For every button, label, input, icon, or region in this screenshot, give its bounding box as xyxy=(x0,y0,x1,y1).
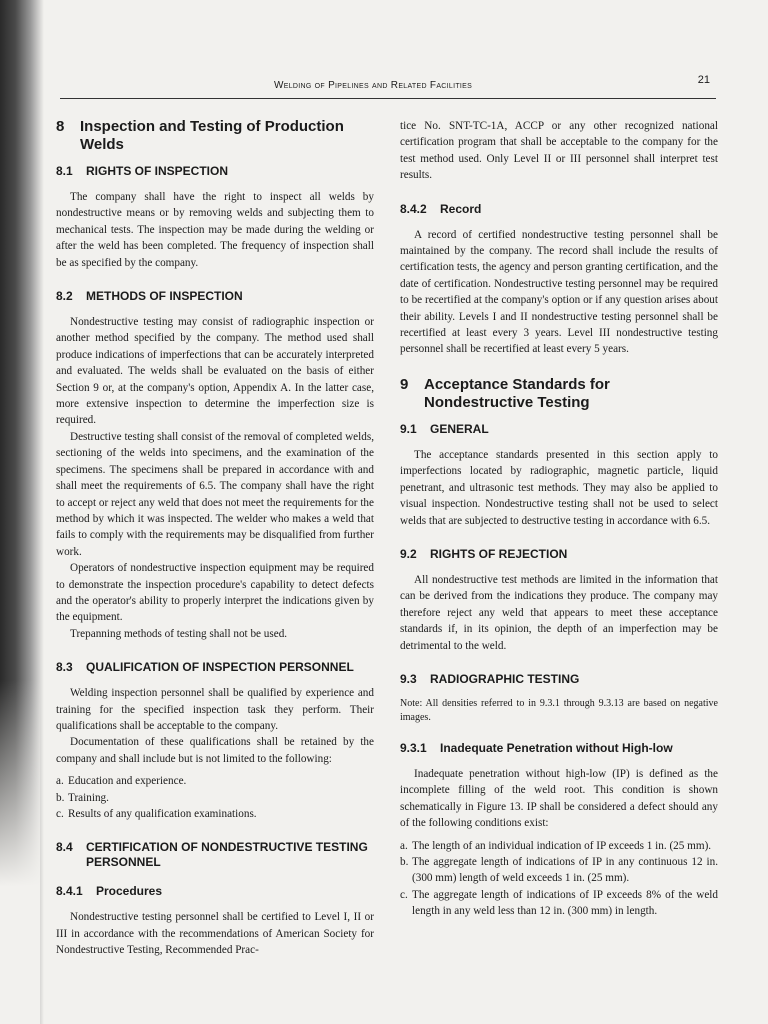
section-8-heading xyxy=(56,118,374,154)
subsection-title: RIGHTS OF REJECTION xyxy=(430,546,568,561)
section-number: 9 xyxy=(400,375,409,393)
paragraph: The acceptance standards presented in this section apply to imperfections located by radiographic, magnetic particle, liquid penetrant, and ultrasonic test methods. They may also be applied to visual inspection. Nondestructive testing shall not be used to select welds that are subjected to destructive testing in accordance with 6.5. xyxy=(400,448,718,527)
subsection-title: Record xyxy=(440,201,482,216)
qualification-list xyxy=(56,773,374,822)
paragraph: Welding inspection personnel shall be qualified by experience and training for the specified inspection task they perform. Their qualifications shall be acceptable to the company. xyxy=(56,687,374,732)
list-item: b. Training. xyxy=(56,791,109,804)
subsection-9-2-heading xyxy=(400,547,718,562)
subsection-title: RADIOGRAPHIC TESTING xyxy=(430,671,580,686)
subsection-8-4-heading xyxy=(56,840,374,870)
subsection-number: 8.4.1 xyxy=(56,884,83,899)
subsection-title: GENERAL xyxy=(430,421,489,436)
subsection-number: 9.3.1 xyxy=(400,740,427,755)
paragraph: Documentation of these qualifications shall be retained by the company and shall include but is not limited to the following: xyxy=(56,736,374,765)
subsection-9-1-heading xyxy=(400,422,718,437)
subsection-number: 8.4 xyxy=(56,840,73,855)
spine-fade xyxy=(0,680,40,1024)
subsection-9-3-1-heading xyxy=(400,741,718,756)
page-number: 21 xyxy=(697,74,710,86)
subsection-title: RIGHTS OF INSPECTION xyxy=(86,164,229,178)
right-column xyxy=(400,118,718,920)
paragraph: Nondestructive testing personnel shall be certified to Level I, II or III in accordance with the recommendations of American Society for Nondestructive Testing, Recommended Prac- xyxy=(56,911,374,957)
subsection-8-2-heading xyxy=(56,289,374,304)
paragraph: Nondestructive testing may consist of radiographic inspection or another method specified by the company. The method used shall produce indications of imperfections that can be accurately interpreted and evaluated. The welds shall be evaluated on the basis of either Section 9 or, at the company's option, Appendix A. In the latter case, more extensive inspection to determine the imperfection size is required. xyxy=(56,316,374,427)
left-column xyxy=(56,118,374,959)
subsection-title: Procedures xyxy=(96,884,163,899)
section-title: Acceptance Standards for Nondestructive Testing xyxy=(424,375,610,411)
header-rule xyxy=(60,98,716,99)
paragraph: Operators of nondestructive inspection equipment may be required to demonstrate the inspection procedure's capability to detect defects and the operator's ability to properly interpret the indications given by the equipment. xyxy=(56,562,374,624)
paragraph: Inadequate penetration without high-low (IP) is defined as the incomplete filling of the weld root. This condition is shown schematically in Figure 13. IP shall be considered a defect should any of the following conditions exist: xyxy=(400,767,718,830)
note: Note: All densities referred to in 9.3.1 through 9.3.13 are based on negative images. xyxy=(400,697,718,723)
subsection-title: Inadequate Penetration without High-low xyxy=(440,740,673,755)
subsection-number: 8.3 xyxy=(56,660,73,675)
subsection-number: 9.2 xyxy=(400,546,417,561)
section-9-heading xyxy=(400,376,718,412)
subsection-9-3-heading xyxy=(400,672,718,687)
subsection-8-4-1-heading xyxy=(56,884,374,899)
ip-conditions-list xyxy=(400,838,718,920)
list-item: a. The length of an individual indication of IP exceeds 1 in. (25 mm). xyxy=(400,839,712,852)
paragraph: The company shall have the right to inspect all welds by nondestructive means or by removing welds and subjecting them to mechanical tests. The inspection may be made during the welding or after the weld has been completed. The frequency of inspection shall be as specified by the company. xyxy=(56,191,374,269)
subsection-number: 9.1 xyxy=(400,421,417,436)
subsection-8-1-heading xyxy=(56,164,374,179)
subsection-number: 8.4.2 xyxy=(400,201,427,216)
paragraph-continued: tice No. SNT-TC-1A, ACCP or any other recognized national certification program that shall be acceptable to the company for the test method used. Only Level II or III personnel shall interpret test results. xyxy=(400,120,718,182)
subsection-number: 8.2 xyxy=(56,289,73,304)
paragraph: Destructive testing shall consist of the removal of completed welds, sectioning of the welds into specimens, and the examination of the specimens. The specimens shall be prepared in accordance with and shall meet the requirements of 6.5. The company shall have the right to accept or reject any weld that does not meet the requirements for the method by which it was inspected. The welder who makes a weld that fails to comply with the requirements may be disqualified from further work. xyxy=(56,430,374,558)
subsection-title: CERTIFICATION OF NONDESTRUCTIVE TESTING PERSONNEL xyxy=(86,840,368,870)
list-item: c. Results of any qualification examinations. xyxy=(56,808,257,820)
running-head: Welding of Pipelines and Related Facilities xyxy=(274,80,473,91)
paragraph: All nondestructive test methods are limited in the information that can be derived from the indications they produce. The company may therefore reject any weld that appears to meet these acceptance standards if, in its opinion, the depth of an imperfection may be detrimental to the weld. xyxy=(400,573,718,652)
subsection-8-3-heading xyxy=(56,660,374,675)
list-item: b. The aggregate length of indications of IP in any continuous 12 in. (300 mm) length of weld exceeds 1 in. (25 mm). xyxy=(400,855,718,885)
subsection-number: 9.3 xyxy=(400,671,417,686)
page-header xyxy=(60,74,716,96)
section-title: Inspection and Testing of Production Welds xyxy=(80,118,344,153)
subsection-8-4-2-heading xyxy=(400,202,718,217)
list-item: a. Education and experience. xyxy=(56,775,187,788)
paragraph: Trepanning methods of testing shall not be used. xyxy=(70,627,288,640)
subsection-title: METHODS OF INSPECTION xyxy=(86,289,243,304)
list-item: c. The aggregate length of indications of IP exceeds 8% of the weld length in any weld less than 12 in. (300 mm) in length. xyxy=(400,888,718,918)
subsection-title: QUALIFICATION OF INSPECTION PERSONNEL xyxy=(86,660,354,675)
section-number: 8 xyxy=(56,118,65,135)
subsection-number: 8.1 xyxy=(56,164,73,178)
paragraph: A record of certified nondestructive testing personnel shall be maintained by the company. The record shall include the results of certification tests, the agency and person granting certification, and the date of certification. Nondestructive testing personnel may be required to be recertified at the company's option or if any question arises about their ability. Levels I and II nondestructive testing personnel shall be recertified at least every 3 years. Level III nondestructive testing personnel shall be recertified at least every 5 years. xyxy=(400,228,718,356)
